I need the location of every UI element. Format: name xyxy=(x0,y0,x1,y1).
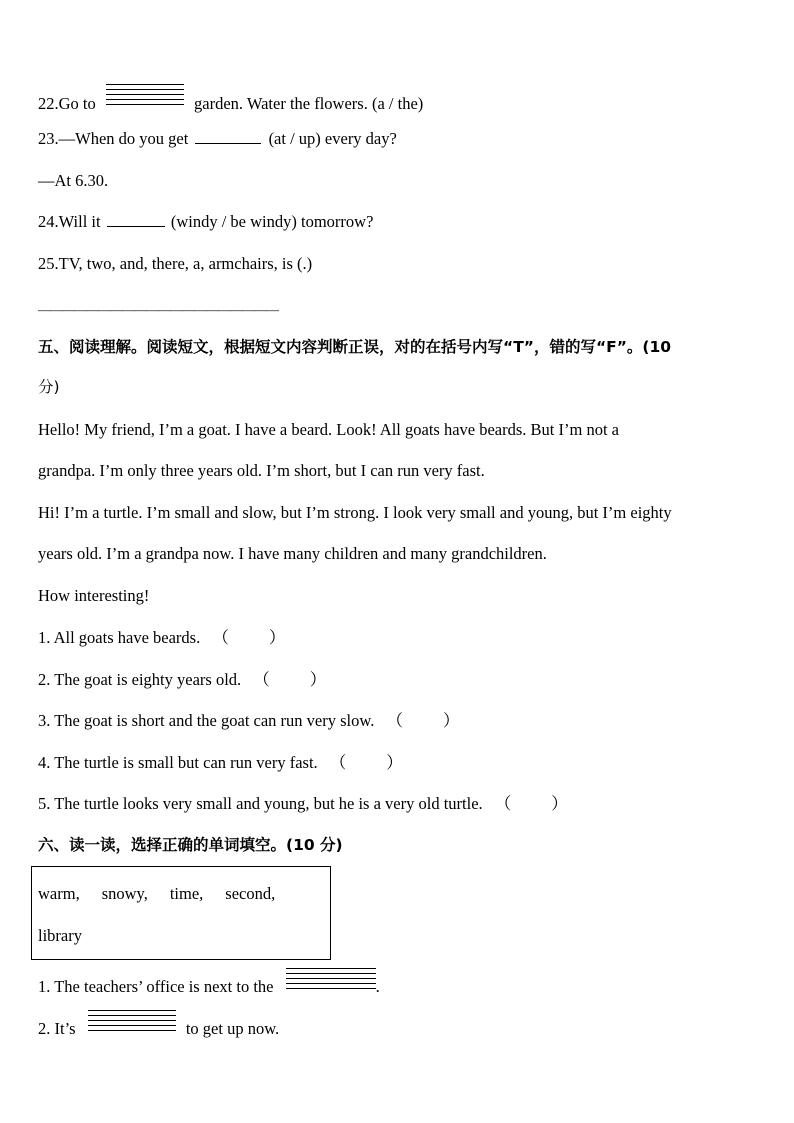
question-text-before: When do you get xyxy=(75,129,189,148)
tf-question-text: 4. The turtle is small but can run very fast. xyxy=(38,753,318,772)
tf-question xyxy=(38,794,568,814)
answer-blank[interactable] xyxy=(88,1017,176,1039)
tf-question xyxy=(38,670,326,690)
question-text-before: 2. It’s xyxy=(38,1019,76,1038)
tf-question-text: 1. All goats have beards. xyxy=(38,628,201,647)
question-number: 25. xyxy=(38,254,59,273)
word-bank-row xyxy=(38,926,82,946)
passage-line: grandpa. I’m only three years old. I’m short, but I can run very fast. xyxy=(38,461,485,480)
passage-line: How interesting! xyxy=(38,586,150,605)
question-25 xyxy=(38,254,312,274)
question-text-after: garden. Water the flowers. (a / the) xyxy=(194,94,424,113)
question-text-before: Go to xyxy=(58,94,96,113)
answer-line[interactable]: ———————————————————— xyxy=(38,302,278,317)
tf-question-text: 2. The goat is eighty years old. xyxy=(38,670,242,689)
passage-line: Hello! My friend, I’m a goat. I have a beard. Look! All goats have beards. But I’m not a xyxy=(38,420,619,439)
section-6-heading: 六、读一读，选择正确的单词填空。(10 分) xyxy=(38,836,343,854)
answer-parentheses[interactable]: （ ） xyxy=(329,753,403,772)
answer-blank[interactable] xyxy=(107,212,165,227)
word-bank-box xyxy=(31,866,331,960)
word-bank-row xyxy=(38,884,275,904)
question-number: 23. xyxy=(38,129,59,148)
question-text-after: . xyxy=(375,977,380,996)
answer-blank[interactable] xyxy=(195,129,261,144)
answer-parentheses[interactable]: （ ） xyxy=(386,711,460,730)
passage-line: years old. I’m a grandpa now. I have many children and many grandchildren. xyxy=(38,544,547,563)
word-bank-item: time, xyxy=(169,884,204,903)
tf-question xyxy=(38,753,403,773)
dialogue-dash: — xyxy=(58,129,76,148)
question-24 xyxy=(38,212,373,232)
tf-question xyxy=(38,628,285,648)
word-bank-item: second, xyxy=(225,884,276,903)
question-23 xyxy=(38,129,397,149)
question-text-after: (windy / be windy) tomorrow? xyxy=(170,212,374,231)
tf-question-text: 3. The goat is short and the goat can run very slow. xyxy=(38,711,375,730)
section-5-heading-cont: 分) xyxy=(38,378,60,396)
word-bank-item: library xyxy=(38,926,82,945)
answer-text: At 6.30. xyxy=(54,171,109,190)
question-text-after: (at / up) every day? xyxy=(268,129,397,148)
question-number: 22. xyxy=(38,94,59,113)
passage-line: Hi! I’m a turtle. I’m small and slow, but I’m strong. I look very small and young, but I’m eighty xyxy=(38,503,672,522)
dialogue-dash: — xyxy=(38,171,55,190)
answer-blank[interactable] xyxy=(106,92,184,114)
tf-question xyxy=(38,711,459,731)
question-text: TV, two, and, there, a, armchairs, is (.) xyxy=(58,254,313,273)
question-23-answer xyxy=(38,171,108,191)
answer-blank[interactable] xyxy=(286,975,376,997)
question-text-before: 1. The teachers’ office is next to the xyxy=(38,977,274,996)
question-number: 24. xyxy=(38,212,59,231)
answer-parentheses[interactable]: （ ） xyxy=(494,794,568,813)
question-text-before: Will it xyxy=(58,212,101,231)
answer-parentheses[interactable]: （ ） xyxy=(212,628,286,647)
question-text-after: to get up now. xyxy=(185,1019,280,1038)
section-5-heading: 五、阅读理解。阅读短文，根据短文内容判断正误，对的在括号内写“T”，错的写“F”。(10 xyxy=(38,338,672,356)
tf-question-text: 5. The turtle looks very small and young, but he is a very old turtle. xyxy=(38,794,483,813)
fill-question-2 xyxy=(38,1017,279,1039)
fill-question-1 xyxy=(38,975,380,997)
word-bank-item: warm, xyxy=(38,884,80,903)
question-22 xyxy=(38,92,423,114)
word-bank-item: snowy, xyxy=(101,884,148,903)
answer-parentheses[interactable]: （ ） xyxy=(253,670,327,689)
